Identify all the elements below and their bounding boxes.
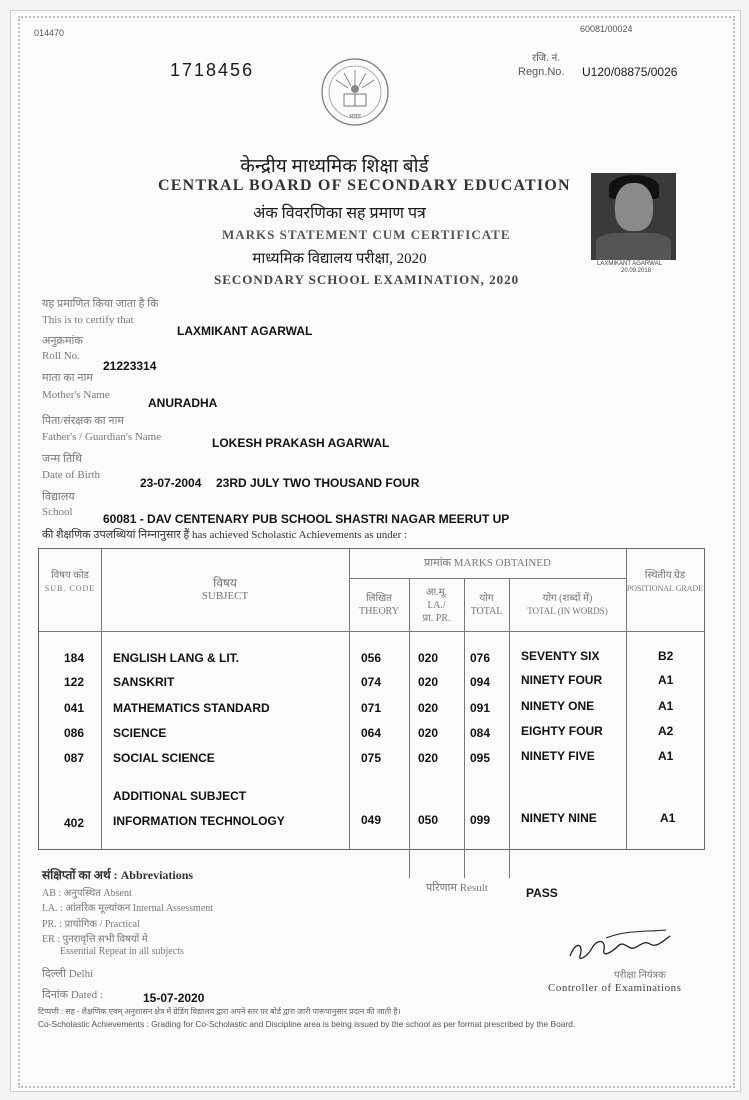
mother-label: Mother's Name [42, 389, 110, 401]
row-subject: ENGLISH LANG & LIT. [113, 651, 239, 665]
student-photo [591, 173, 676, 260]
row-total: 095 [470, 751, 491, 765]
row-code: 087 [64, 751, 85, 765]
student-name: LAXMIKANT AGARWAL [177, 324, 313, 338]
result-label-hindi: परिणाम [426, 882, 457, 894]
additional-words: NINETY NINE [521, 811, 597, 825]
marks-table [38, 548, 705, 850]
row-code: 122 [64, 675, 85, 689]
abbr-internal-assessment: I.A. : आंतरिक मूल्यांकन Internal Assessment [42, 903, 214, 914]
serial-left: 014470 [34, 28, 65, 38]
certify-label: This is to certify that [42, 314, 134, 326]
additional-total: 099 [470, 813, 491, 827]
dob-words: 23RD JULY TWO THOUSAND FOUR [216, 476, 420, 490]
certificate-number: 1718456 [170, 60, 255, 80]
board-name: CENTRAL BOARD OF SECONDARY EDUCATION [158, 177, 571, 194]
header-marks-obtained: प्रामांक MARKS OBTAINED [424, 557, 551, 569]
additional-code: 402 [64, 816, 85, 830]
header-grade: स्थितीय ग्रेड POSITIONAL GRADE [626, 570, 704, 593]
emblem-caption: भारत [349, 114, 361, 120]
row-theory: 074 [361, 675, 382, 689]
row-ia: 020 [418, 675, 439, 689]
row-subject: SOCIAL SCIENCE [113, 751, 215, 765]
signatory-hindi: परीक्षा नियंत्रक [614, 970, 666, 981]
abbr-repeat-hindi: ER : पुनरावृत्ति सभी विषयों मे [42, 934, 148, 945]
row-theory: 075 [361, 751, 382, 765]
additional-subject: INFORMATION TECHNOLOGY [113, 814, 285, 828]
row-grade: A1 [658, 673, 674, 687]
photo-caption-name: LAXMIKANT AGARWAL [597, 261, 662, 267]
row-grade: A1 [658, 749, 674, 763]
additional-ia: 050 [418, 813, 439, 827]
regn-number: U120/08875/0026 [582, 65, 678, 79]
abbr-practical: PR. : प्रायोगिक / Practical [42, 919, 140, 930]
document-title-hindi: अंक विवरणिका सह प्रमाण पत्र [253, 205, 426, 222]
row-code: 184 [64, 651, 85, 665]
father-label: Father's / Guardian's Name [42, 431, 162, 443]
abbr-repeat: Essential Repeat in all subjects [60, 946, 184, 957]
signature-icon [566, 926, 676, 968]
row-total: 084 [470, 726, 491, 740]
header-ia: आ.मू. I.A./ प्रा. PR. [422, 587, 451, 624]
result-label-english: Result [459, 882, 488, 894]
abbr-absent: AB : अनुपस्थित Absent [42, 888, 132, 899]
result-value: PASS [526, 886, 558, 900]
row-theory: 056 [361, 651, 382, 665]
row-total: 094 [470, 675, 491, 689]
mother-name: ANURADHA [148, 396, 218, 410]
row-grade: A1 [658, 699, 674, 713]
row-code: 086 [64, 726, 85, 740]
achievement-intro-hindi: की शैक्षणिक उपलब्धियां निम्नानुसार हैं [42, 529, 190, 541]
dated-value: 15-07-2020 [143, 991, 205, 1005]
father-label-hindi: पिता/संरक्षक का नाम [42, 415, 124, 427]
note-hindi: टिप्पणी : सह - शैक्षणिक एवम् अनुशासन क्षेत्र में ग्रेडिंग विद्यालय द्वारा अपने स्तर पर बोर्ड द्वारा जारी पारूपानुसार प्रदान की जाती है। [38, 1007, 401, 1016]
note-english: Co-Scholastic Achievements : Grading for Co-Scholastic and Discipline area is being issued by the school as per format prescribed by the Board. [38, 1019, 576, 1029]
row-theory: 071 [361, 701, 382, 715]
row-ia: 020 [418, 651, 439, 665]
row-code: 041 [64, 701, 85, 715]
dob-value: 23-07-2004 [140, 476, 202, 490]
dob-label: Date of Birth [42, 469, 101, 481]
roll-label-hindi: अनुक्रमांक [42, 335, 83, 347]
row-total-words: NINETY FIVE [521, 749, 595, 763]
exam-title: SECONDARY SCHOOL EXAMINATION, 2020 [214, 272, 520, 287]
header-theory: लिखित THEORY [359, 593, 399, 617]
row-grade: B2 [658, 649, 674, 663]
certify-label-hindi: यह प्रमाणित किया जाता है कि [42, 298, 159, 310]
cbse-emblem-icon [320, 56, 390, 132]
additional-subject-label: ADDITIONAL SUBJECT [113, 789, 247, 803]
school-label: School [42, 506, 73, 518]
additional-grade: A1 [660, 811, 676, 825]
row-ia: 020 [418, 726, 439, 740]
header-code: विषय कोड SUB. CODE [44, 570, 96, 593]
header-total-words: योग (शब्दों में) TOTAL (IN WORDS) [527, 593, 608, 616]
row-total: 076 [470, 651, 491, 665]
photo-caption-date: 20.09.2018 [621, 268, 652, 274]
achievement-intro [42, 527, 407, 542]
place: दिल्ली Delhi [42, 968, 94, 980]
row-ia: 020 [418, 751, 439, 765]
father-name: LOKESH PRAKASH AGARWAL [212, 436, 390, 450]
row-subject: MATHEMATICS STANDARD [113, 701, 270, 715]
regn-hindi: रजि. नं. [532, 53, 560, 64]
abbreviations-title: संक्षिप्तों का अर्थ : Abbreviations [42, 868, 194, 882]
row-total-words: SEVENTY SIX [521, 649, 600, 663]
row-total-words: NINETY ONE [521, 699, 595, 713]
dated-label: दिनांक Dated : [42, 989, 103, 1001]
school-name: 60081 - DAV CENTENARY PUB SCHOOL SHASTRI NAGAR MEERUT UP [103, 512, 510, 526]
signatory: Controller of Examinations [548, 982, 682, 994]
row-ia: 020 [418, 701, 439, 715]
achievement-intro-english: has achieved Scholastic Achievements as under : [192, 529, 408, 541]
board-name-hindi: केन्द्रीय माध्यमिक शिक्षा बोर्ड [240, 156, 429, 177]
row-subject: SCIENCE [113, 726, 167, 740]
row-theory: 064 [361, 726, 382, 740]
mother-label-hindi: माता का नाम [42, 372, 93, 384]
additional-theory: 049 [361, 813, 382, 827]
row-total: 091 [470, 701, 491, 715]
row-total-words: NINETY FOUR [521, 673, 603, 687]
row-subject: SANSKRIT [113, 675, 175, 689]
exam-title-hindi: माध्यमिक विद्यालय परीक्षा, 2020 [252, 251, 427, 267]
school-label-hindi: विद्यालय [42, 491, 75, 503]
roll-label: Roll No. [42, 350, 80, 362]
dob-label-hindi: जन्म तिथि [42, 453, 82, 465]
result-label [426, 880, 488, 895]
row-total-words: EIGHTY FOUR [521, 724, 603, 738]
header-total: योग TOTAL [470, 593, 503, 617]
document-title: MARKS STATEMENT CUM CERTIFICATE [222, 227, 511, 242]
serial-right: 60081/00024 [580, 24, 633, 34]
row-grade: A2 [658, 724, 674, 738]
regn-label: Regn.No. [518, 66, 565, 78]
header-subject: विषय SUBJECT [201, 576, 249, 602]
roll-number: 21223314 [103, 359, 157, 373]
